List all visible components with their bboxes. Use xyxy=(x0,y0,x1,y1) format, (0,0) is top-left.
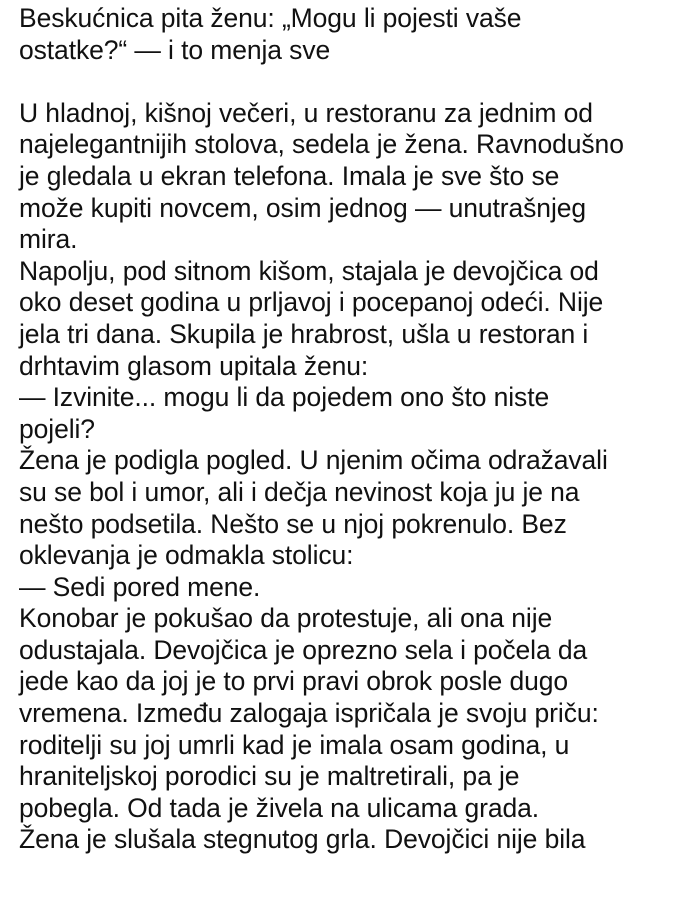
body-line: drhtavim glasom upitala ženu: xyxy=(19,350,369,381)
body-line: Konobar je pokušao da protestuje, ali ona nije xyxy=(19,603,553,634)
body-line: nešto podsetila. Nešto se u njoj pokrenulo. Bez xyxy=(19,508,567,539)
post-title xyxy=(19,3,689,66)
post-body xyxy=(19,98,689,856)
title-line: ostatke?“ — i to menja sve xyxy=(19,34,331,65)
body-line: roditelji su joj umrli kad je imala osam godina, u xyxy=(19,729,570,760)
body-line: odustajala. Devojčica je oprezno sela i počela da xyxy=(19,634,588,665)
body-line: Žena je podigla pogled. U njenim očima odražavali xyxy=(19,445,608,476)
body-line: Žena je slušala stegnutog grla. Devojčici nije bila xyxy=(19,824,586,855)
body-line: U hladnoj, kišnoj večeri, u restoranu za jednim od xyxy=(19,97,593,128)
body-line: jela tri dana. Skupila je hrabrost, ušla u restoran i xyxy=(19,318,589,349)
body-line: može kupiti novcem, osim jednog — unutrašnjeg xyxy=(19,192,587,223)
title-line: Beskućnica pita ženu: „Mogu li pojesti vaše xyxy=(19,3,522,33)
paragraph-gap xyxy=(19,66,689,98)
body-line: hraniteljskoj porodici su je maltretirali, pa je xyxy=(19,761,520,792)
body-line: oko deset godina u prljavoj i pocepanoj odeći. Nije xyxy=(19,287,604,318)
body-line: pobegla. Od tada je živela na ulicama grada. xyxy=(19,792,540,823)
body-line: — Izvinite... mogu li da pojedem ono što niste xyxy=(19,382,550,413)
body-line: su se bol i umor, ali i dečja nevinost koja ju je na xyxy=(19,476,580,507)
body-line: jede kao da joj je to prvi pravi obrok posle dugo xyxy=(19,666,568,697)
body-line: Napolju, pod sitnom kišom, stajala je devojčica od xyxy=(19,255,599,286)
body-line: pojeli? xyxy=(19,413,95,444)
post-text xyxy=(19,3,689,856)
body-line: najelegantnijih stolova, sedela je žena. Ravnodušno xyxy=(19,129,624,160)
body-line: — Sedi pored mene. xyxy=(19,571,261,602)
body-line: vremena. Između zalogaja ispričala je svoju priču: xyxy=(19,698,599,729)
body-line: oklevanja je odmakla stolicu: xyxy=(19,540,354,571)
body-line: je gledala u ekran telefona. Imala je sve što se xyxy=(19,160,560,191)
body-line: mira. xyxy=(19,224,78,255)
